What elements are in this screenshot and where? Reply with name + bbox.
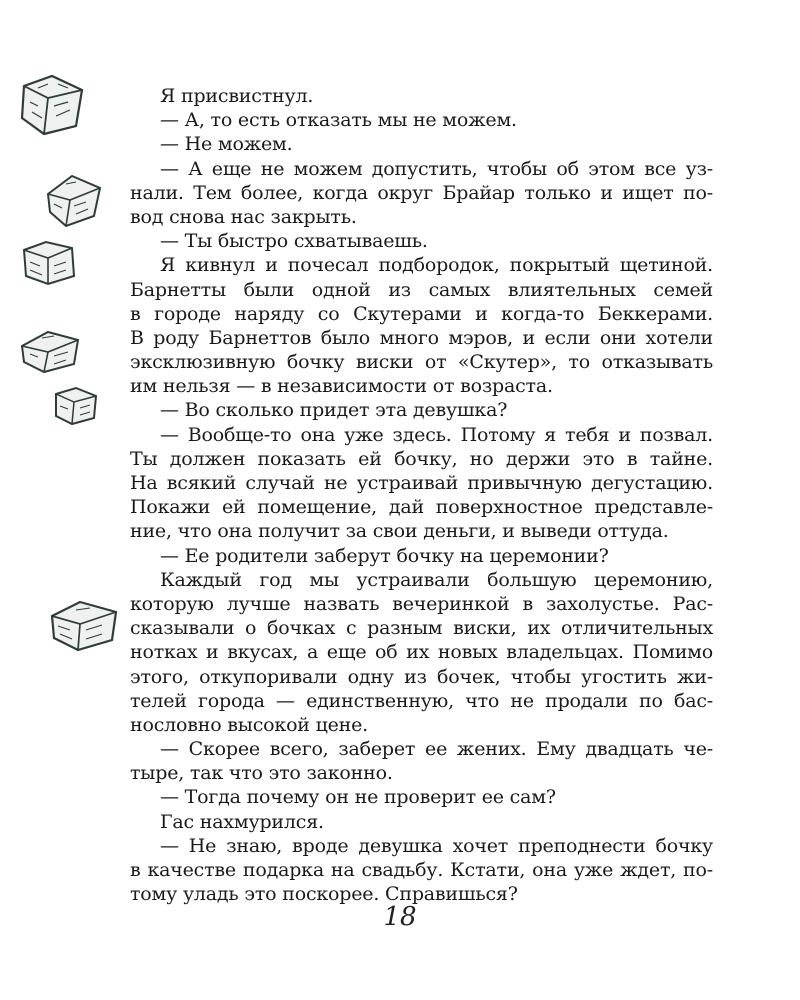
text-line: нотках и вкусах, а еще об их новых владельцах. Помимо [130,641,713,664]
text-line: На всякий случай не устраивай привычную дегустацию. [130,472,713,494]
text-line: Я присвистнул. [160,85,314,107]
text-line: — Вообще-то она уже здесь. Потому я тебя и позвал. [160,423,713,446]
text-line: Я кивнул и почесал подбородок, покрытый щетиной. [160,254,713,277]
text-line: эксклюзивную бочку виски от «Скутер», то отказывать [130,351,713,374]
text-line: тыре, так что это законно. [130,762,393,785]
text-line: — Ты быстро схватываешь. [160,230,428,253]
text-line: вод снова нас закрыть. [130,205,357,228]
text-line: — Во сколько придет эта девушка? [160,399,508,422]
text-line: сказывали о бочках с разным виски, их отличительных [130,617,713,640]
text-line: — А еще не можем допустить, чтобы об этом все уз- [160,157,713,180]
text-line: телей города — единственную, что не продали по бас- [130,689,713,712]
ice-cube-icon [44,172,104,228]
page-number: 18 [383,902,417,932]
text-line: этого, откупоривали одну из бочек, чтобы угостить жи- [130,665,713,688]
text-line: ние, что она получит за свои деньги, и выведи оттуда. [130,520,669,543]
page-body-text [130,84,713,906]
text-line: Ты должен показать ей бочку, но держи это в тайне. [130,447,713,470]
text-line: в городе наряду со Скутерами и когда-то Беккерами. [130,302,713,325]
text-line: — Ее родители заберут бочку на церемонии? [160,544,609,567]
text-line: им нельзя — в независимости от возраста. [130,375,553,398]
ice-cube-icon [20,238,78,288]
ice-cube-icon [48,598,120,654]
text-line: Покажи ей помещение, дай поверхностное представле- [130,496,713,519]
text-line: В роду Барнеттов было много мэров, и если они хотели [130,326,713,349]
text-line: Гас нахмурился. [160,810,324,833]
text-line: — А, то есть отказать мы не можем. [160,109,517,132]
ice-cube-icon [18,72,88,138]
text-line: — Тогда почему он не проверит ее сам? [160,786,556,809]
text-line: Барнетты были одной из самых влиятельных семей [130,278,713,301]
text-line: которую лучше назвать вечеринкой в захолустье. Рас- [130,592,713,615]
ice-cube-icon [18,326,82,376]
text-line: — Скорее всего, заберет ее жених. Ему двадцать че- [160,738,713,761]
text-line: в качестве подарка на свадьбу. Кстати, она уже ждет, по- [130,859,713,881]
ice-cube-icon [52,384,100,428]
text-line: тому уладь это поскорее. Справишься? [130,883,518,906]
text-line: — Не можем. [160,133,293,156]
text-line: Каждый год мы устраивали большую церемонию, [160,568,713,591]
text-line: — Не знаю, вроде девушка хочет преподнести бочку [160,834,713,857]
text-line: нословно высокой цене. [130,713,369,736]
text-line: нали. Тем более, когда округ Брайар только и ищет по- [130,181,713,204]
